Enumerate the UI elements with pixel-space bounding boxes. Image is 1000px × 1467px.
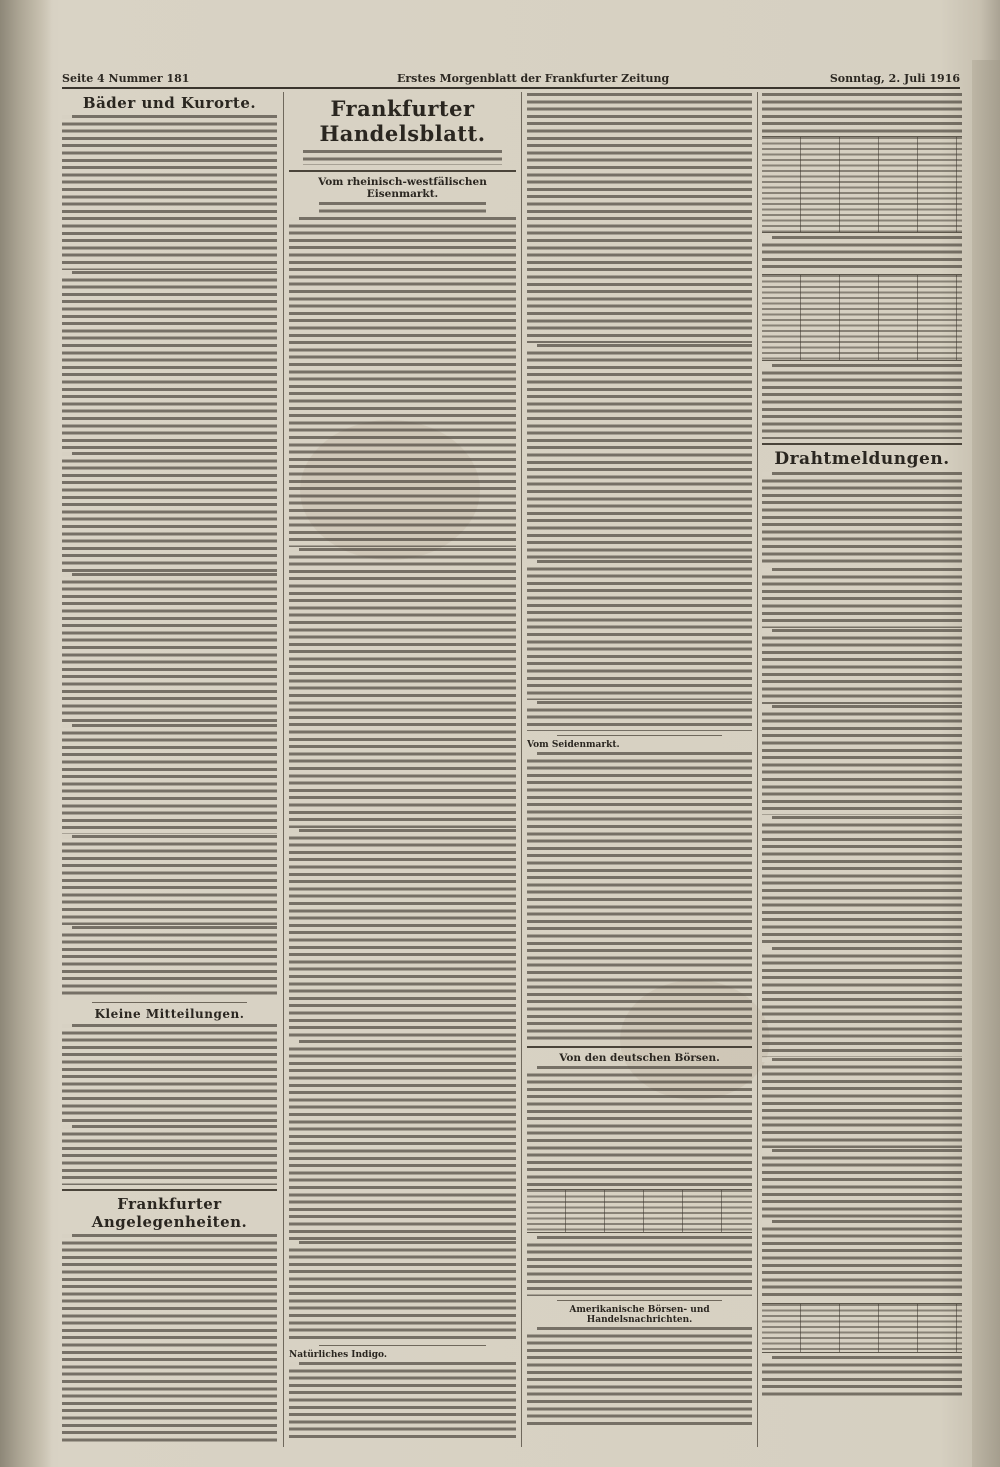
column-3 [527, 92, 752, 1442]
article-text [62, 452, 277, 572]
header-date: Sonntag, 2. Juli 1916 [829, 72, 960, 85]
article-text [289, 1040, 516, 1240]
dateline [319, 202, 486, 216]
article-heading-indigo: Natürliches Indigo. [289, 1350, 388, 1360]
column-4 [762, 92, 962, 1442]
article-text [762, 705, 962, 815]
divider [319, 1345, 486, 1346]
article-text [762, 629, 962, 704]
article-text [762, 472, 962, 567]
article-text [762, 364, 962, 439]
article-text [62, 573, 277, 723]
article-text [289, 548, 516, 828]
article-text [527, 752, 752, 1042]
divider [527, 1046, 752, 1048]
section-heading-drahtmeldungen: Drahtmeldungen. [774, 449, 950, 469]
quote-table [762, 274, 962, 361]
article-text [62, 271, 277, 451]
article-text [762, 1356, 962, 1396]
article-text [527, 701, 752, 731]
article-text [762, 816, 962, 946]
adjacent-page-edge [972, 60, 1000, 1467]
quote-table [762, 1303, 962, 1353]
article-text [289, 1241, 516, 1341]
header-title: Erstes Morgenblatt der Frankfurter Zeitung [397, 72, 670, 85]
divider [557, 1300, 722, 1301]
article-text [62, 926, 277, 998]
article-text [762, 568, 962, 628]
column-rule [283, 92, 284, 1447]
article-text [62, 1234, 277, 1442]
divider [289, 170, 516, 172]
section-heading-kleine-mitteilungen: Kleine Mitteilungen. [94, 1007, 245, 1021]
article-text [62, 115, 277, 270]
column-rule [757, 92, 758, 1447]
article-text [289, 217, 516, 547]
article-text [762, 93, 962, 133]
article-text [762, 1058, 962, 1148]
header-rule [62, 87, 960, 89]
page-header [62, 72, 960, 86]
article-heading-eisenmarkt: Vom rheinisch-westfälischen Eisenmarkt. [318, 176, 487, 200]
article-text [527, 1236, 752, 1296]
article-text [289, 829, 516, 1039]
article-text [762, 1220, 962, 1300]
article-text [527, 1066, 752, 1186]
divider [762, 443, 962, 445]
article-text [62, 835, 277, 925]
article-text [62, 724, 277, 834]
section-heading-frankfurter-angelegenheiten: Frankfurter Angelegenheiten. [91, 1195, 248, 1231]
article-heading-seidenmarkt: Vom Seidenmarkt. [527, 740, 620, 750]
article-text [527, 93, 752, 343]
binding-shadow [0, 0, 52, 1467]
article-text [289, 1362, 516, 1442]
article-text [527, 560, 752, 700]
column-2 [289, 92, 516, 1442]
column-1 [62, 92, 277, 1442]
article-heading-deutsche-boersen: Von den deutschen Börsen. [559, 1052, 720, 1064]
masthead-handelsblatt: Frankfurter Handelsblatt. [319, 96, 486, 146]
masthead-note [293, 150, 512, 166]
divider [92, 1002, 247, 1003]
article-text [62, 1125, 277, 1185]
article-text [527, 344, 752, 559]
quote-table [527, 1189, 752, 1233]
article-text [62, 1024, 277, 1124]
article-text [762, 236, 962, 271]
article-text [527, 1327, 752, 1427]
article-text [762, 947, 962, 1057]
header-page-number: Seite 4 Nummer 181 [62, 72, 190, 85]
divider [62, 1189, 277, 1191]
quote-table [762, 136, 962, 233]
article-text [762, 1149, 962, 1219]
divider [557, 735, 722, 736]
section-heading-baeder: Bäder und Kurorte. [82, 94, 257, 112]
article-heading-amerikanische-boersen: Amerikanische Börsen- und Handelsnachrichten. [569, 1305, 710, 1325]
column-rule [521, 92, 522, 1447]
